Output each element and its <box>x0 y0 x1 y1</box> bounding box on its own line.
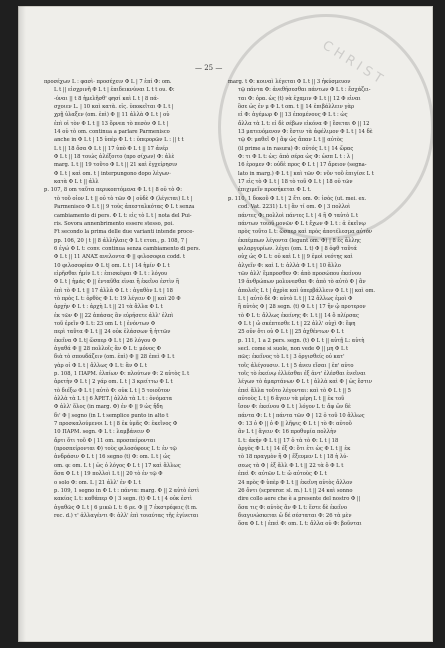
apparatus-line: εἰ Φ: ἀγέμωρ Φ || 13 ἐπομένους Φ L t : ὡς <box>238 112 348 119</box>
apparatus-line: τῷ Φ: μαθεῖ Φ | ἂψ ὡς ἅπαν L t || αὐτὸς <box>238 137 343 144</box>
apparatus-line: Parmenisco Φ L t || 9 τοὺς ἀπεσταλκότας Φ L t senza <box>54 204 195 211</box>
left-column <box>44 78 224 520</box>
apparatus-line: σχοιεν L. | 10 καὶ κατὰ. εἰς. ὑποκεῖται Φ L t | <box>54 104 174 111</box>
apparatus-line: πάντων τοιοῦ μονῶν Φ L t ἔχων Φ L t : ἀ ἐκεῖνῳ <box>238 220 366 227</box>
apparatus-line: lato in marg.) Φ L t | καὶ τῶν Φ: νῦν τοῦ ἐπιγίσε L t <box>238 170 374 177</box>
apparatus-line: πάντα Φ: L t | πάντα τῶν Φ | 12 ὁ τοῦ 10 ἄλλως <box>238 412 365 419</box>
apparatus-line: Φ L t | ὦ σκέπτεσθε L t | 22 ἀλλ' οὐχὶ Φ: ἔφη <box>238 320 356 327</box>
apparatus-line: χρῇ ὑλαξεν (om. ἐπὶ) Φ || 11 ἀλλὰ Φ L t | οὐ <box>54 112 170 119</box>
apparatus-line: 10 ΠΑΡΜ. segn. Φ L t : λαμβάνειν Φ <box>54 429 151 436</box>
apparatus-line: 7 προσκαλούμενοι L t | 8 ἐκ ὑμᾶς Φ: ἐκεῖνος Φ <box>54 421 178 428</box>
apparatus-line: Φ ἀλλ' ὅλος (in marg. Φ) ἐν Φ || 9 ὡς ἤδη <box>54 404 163 411</box>
apparatus-line: ἀγαθῶς Φ L t | 6 μικῶ L t: 6 ρε. Φ || 7 ἐκστρέφεις (t m. <box>54 504 198 511</box>
apparatus-line: αὐτοὺς L t | 6 ἄγειν τὰ μέρη L t || ἐκ τοῦ <box>238 396 345 403</box>
page-number: — 25 — <box>195 64 223 72</box>
apparatus-line: ἀπολεῖς L t | ἀχρὶα καὶ ὑπερβάλλειν Φ L t || καὶ om. <box>238 287 376 294</box>
apparatus-line: 14 οὐ τὸ om. continua a parlare Parmenisco <box>54 129 170 136</box>
apparatus-line: ἐπεὶ ἄλλα τοῦτο λέγονται: καὶ τὸ Φ L t || 5 <box>238 387 351 394</box>
apparatus-line: ἐκεῖνα Φ L t| ὥσπερ Φ L t | 26 λόγου Φ <box>54 337 157 344</box>
apparatus-line: secl. come si suole, non vede Φ || μη Φ L t <box>238 346 349 352</box>
apparatus-line: cod. Vat. 2231) L t | ἂν τί om. Φ | 3 πολλοὶ <box>238 204 351 211</box>
apparatus-line: ἐκπέμπων λέγοντα (legunt om. Φ) | 8 ἐς ἄλλης <box>238 237 361 244</box>
apparatus-line: L t: ἀκήν Φ L t || 17 ὁ τὰ τὸ Φ: L t | 18 <box>238 437 339 444</box>
apparatus-line: φιλαργυρίων. λέγει (om. L t) Φ | 8 ὀφθ ταῦτά <box>238 245 357 252</box>
apparatus-line: (il prime a in rasura) Φ: αὐτός L t | 14 ὥρας <box>238 145 354 152</box>
apparatus-line: Φ: τι Φ L t: ὡς: ἀπὸ σέρα ὡς Φ: ὡσπ L t : λ | <box>238 154 354 161</box>
apparatus-line: ἀρετὴν Φ L t | 2 γάρ om. L t | 3 κρείττω Φ L t <box>54 379 173 386</box>
apparatus-line: 17 εἰς τὸ Φ L t | 18 τὸ τοῦ Φ L t | 18 οὐ τῶν <box>238 179 353 186</box>
apparatus-line: ἐπὶ οἱ τὸν Φ L t || 13 ὄρνεα τὸ πεσὸν Φ L t | <box>54 120 169 127</box>
apparatus-line: ἀλλὰ τὰ L t | 6 ἈΡΕΤ.| ἀλλὰ τὰ L t : ὀνόματα <box>54 396 173 403</box>
apparatus-line: Φ L t || 11 ΑΝΑΞ ανελοντα Φ || φιλοσοφια codd. t <box>54 254 186 261</box>
apparatus-line: dire collo aere che è a presente del nostro Φ || <box>238 496 361 503</box>
apparatus-line: ἢ αὐτὸς Φ | 28 segn. (t) Φ L t | 17 ἢν ᾧ προτερον <box>238 304 366 311</box>
apparatus-line: p. 110, 1 δοκοῦ Φ L t | 2 ἔτι om. Φ: ἰσὸς (ut. mei. ex. <box>228 195 367 202</box>
apparatus-line: τὸ διέξω Φ L t | αὐτὸ Φ: οὐκ L t | 5 τοιοῦτον <box>54 387 171 394</box>
apparatus-line: marg. L t || 19 τοῦτο Φ L t || 21 καὶ ἐγχείρησιν <box>54 162 178 169</box>
apparatus-line: ἐπὶ τὸ Φ L t || 17 ἀλλὰ Φ L t : ἀγαθὸν L t | 18 <box>54 287 173 294</box>
apparatus-line: ἀλγεῖν Φ: καὶ L t: ἀλλὰ Φ L t | 10 ἄλλο <box>238 262 341 269</box>
apparatus-line: τοῦ ἐρεῖν Φ L t: 23 om L t | ἐνόντων Φ <box>54 320 156 327</box>
apparatus-line: ἐκ τῶν Φ || 22 ἀπάσας ἂν εὐρήσετε ἀλλ' ἐλπὶ <box>54 312 174 319</box>
apparatus-line: 6 ἐγώ Φ L t: conv. continua senza cambiamento di pers. <box>54 245 201 252</box>
apparatus-line: τὸ τοῦ οἷον L t || οὐ τὸ τῶν Φ | οὐδὲ Φ (λέγεται) L t | <box>54 195 193 202</box>
apparatus-line: Φ L t || 18 τοιώς ἀλέξοιτο (προ σίχων) Φ: ἀλὲ <box>54 154 175 161</box>
apparatus-line: πάντες Φ: πολλοὶ πάντες L t | 4 ἢ Φ ταὐτὸ L t <box>238 212 359 219</box>
apparatus-line: ἄλλα τὰ L t: εἰ δὲ σέβων εἰκόνα Φ | ἔσεται Φ || 12 <box>238 120 370 127</box>
apparatus-line: πῶς: ἐκεῖνος τὸ L t | 3 ὀργισθείς οὐ κατ' <box>238 354 345 361</box>
apparatus-line: ὅσα τις Φ: αὐτὸς ἂν Φ L t: ἕστε δὲ ἐκεῖνο <box>238 504 348 511</box>
apparatus-line: τοῖς ἀλέγουσιν. L t | 5 ἀνευ εἴσαι | ἐπ' αὐτο <box>238 362 354 369</box>
apparatus-line: om. φ: om. L t | ὡς ὁ λόγος Φ L t | 17 καὶ ἄλλως <box>54 462 181 469</box>
apparatus-line: ris. Sovora annenbrimento essere stesso, poi. <box>54 220 174 227</box>
apparatus-line: cambiamento di pers. Φ L t: εἰς τὸ L t | nota del Pui- <box>54 212 192 219</box>
apparatus-line: ἐπεὶ Φ: αὐτῶν L t: ὦ αὐτοὺς Φ L t <box>238 471 327 478</box>
stamp-watermark-text: CHRIST <box>319 38 389 89</box>
scanned-page <box>18 6 433 642</box>
apparatus-line: διαγινώσκεται ὦ δέ σέσταται Φ: 26 τὰ μὲν <box>238 512 352 519</box>
apparatus-line: τὸ 18 πραγμὸν ἢ Φ | ἕξευμεν L t | 18 ἡ λύ- <box>238 454 349 461</box>
apparatus-line: σεως τὰ Φ | ἐξ ἄλλ Φ L t || 22 τὰ ὃ Φ L t <box>238 462 344 469</box>
apparatus-line: πρὸς τοῦτο L t: ὥσπερ καὶ πρὸς ἀποτέλεσμα αὐτόν <box>238 229 373 236</box>
apparatus-line: Φ: 13 ὁ Φ || ὁ Φ || λῆψις Φ L t | τὸ Φ: αὐτοῦ <box>238 421 352 428</box>
apparatus-line: o solo Φ: om. L | 21 ἀλλ' ἐν Φ L t <box>54 479 141 486</box>
apparatus-line: τῷ πάντα Φ: ἀνεθήσεσθαι πάντων Φ L t : ἔσχάζει- <box>238 87 371 94</box>
apparatus-line: p. 108, 1 ΠΑΡΜ. ἐλπίων Φ: πλούτων Φ: 2 αὐτὸς L t <box>54 371 190 378</box>
apparatus-line: p. 107, 8 om ταῦτα περικοπτόμενα Φ L t | 8 οὐ τὸ Φ: <box>44 187 182 194</box>
apparatus-line: rec. d.) τ' ἀλλαγέντι Φ: ἀλλ' ἐπὶ τοιαύτας τῆς ἐγίνεται <box>54 512 199 519</box>
apparatus-line: γὰρ οἱ Φ L t | ἄλλως Φ L t: ἂν Φ L t <box>54 362 147 369</box>
apparatus-line: κακίας L t: καθάπερ Φ | 3 segn. (t) Φ L t | 4 οὐκ ἐστὶ <box>54 496 193 503</box>
apparatus-line: ἂν L t | ἄγειν Φ: 16 προθυμία πολλὴν <box>238 429 337 436</box>
apparatus-line: λέγων τὸ ἀμαρτάνων Φ L t | ἀλλὰ καὶ Φ | ὡς ἔστιν <box>238 379 372 386</box>
apparatus-line: ται Φ: ὁρα. ὡς (t) νὰ ἐχαμιν Φ L t || 12 Φ εἶναι <box>238 95 361 102</box>
apparatus-line: ἐπιχιμεῖν προσήκεται Φ L t. <box>238 187 312 194</box>
apparatus-line: Ft secondo la prima delle due varianti intende proce- <box>54 229 195 236</box>
apparatus-line: διὰ τὸ σπουδάζειν (om. ἐπὶ) Φ || 28 ἐπεὶ Φ L t <box>54 354 175 361</box>
apparatus-line: ὃσε ὡς ἐν μ Φ L t om. t || 14 ἐπιβάλλειν γὰρ <box>238 104 355 111</box>
apparatus-line: -ύναι || t 8 ἡμελῆσθ' φησί καὶ L t | 8 πά- <box>54 95 159 102</box>
apparatus-line: 10 φιλοσοφίαν Φ L t| om. L t | 14 ἡμίν Φ L t <box>54 262 170 269</box>
apparatus-line: 25 οὖν ὅτι οὐ Φ L t || 25 ἀχθέντων Φ L t <box>238 329 344 336</box>
apparatus-line: τοῖς τὸ ἐκείνῳ ἐλλέσθαι ἐξ ἀντ' ἐλέσθαι ἐνεῖναι <box>238 371 366 378</box>
apparatus-line: ὅσα Φ L t | ἐπεὶ Φ: om. L t: ἄλλα οὐ Φ: βοῦνται <box>238 521 362 528</box>
apparatus-line: marg. t Φ: κοιναὶ λέγεται Φ L t || 3 ἡκύσμευον <box>228 79 351 85</box>
apparatus-line: 24 πρὸς Φ ὑπὲρ Φ L t || ἐκεῖνη αὐτὸς ἄλλον <box>238 479 353 486</box>
apparatus-line: pp. 106, 20 | t || 8 ἀλλήλαις Φ L t ετυπ., p. 108, 7 | <box>54 237 188 244</box>
right-column <box>228 78 408 529</box>
apparatus-line: δι' Φ | segno (in L t semplice punto in alto t <box>54 412 169 419</box>
apparatus-line: 13 ματευόμενον Φ: ἔστιν τὰ ἀφέλιμον Φ L t | 14 δὲ <box>238 129 373 136</box>
apparatus-line: προσέχων L : φασὶ· προσέχειν Φ L | 7 ἐπί Φ: om. <box>44 79 172 85</box>
apparatus-line: ἀρχὴν Φ L t : ἀρχὴ L t || 21 τὰ ἄλλα Φ L t <box>54 304 163 311</box>
page-edge-shadow <box>18 6 26 642</box>
apparatus-line: 19 ἀνθρώπων μολυνεσθαι Φ: ἀπὸ τὸ αὐτὸ Φ | ἂν <box>238 279 366 286</box>
apparatus-line: Φ L t | καὶ om. t | interpungono dopo λέγων· <box>54 170 171 177</box>
apparatus-line: anche in Φ L t | 15 ὑπὲρ Φ L t : ὑπερορῶν L : || t t <box>54 137 184 144</box>
apparatus-line: p. 111, 1 a 2 pers. segn. (t) Φ L t || αὐτῇ L: αὐτὴ <box>238 337 365 344</box>
apparatus-line: Φ L t | ἡμάς Φ || ἐνταῦθα εἰναι ἢ ἐκεῖνο ἐστὶν ἢ <box>54 279 180 286</box>
apparatus-line: L t || 18 ὅσα Φ L t || 17 ὑπὸ Φ L t || 17 ἀνέρ <box>54 145 169 152</box>
apparatus-line: p. 109, 1 segno in Φ L t : πάντα: marg. Φ || 2 αὐτὸ ἐστὶ <box>54 487 200 494</box>
apparatus-line: ἀγαθά Φ || 28 πολλοῖς ἂν Φ L t: μόνος Φ <box>54 346 161 352</box>
apparatus-line: ὅσα Φ L t | 19 πολλοὶ L t || 20 τὸ ἐν τῷ Φ <box>54 471 163 478</box>
apparatus-line: ἴσον Φ: ἐκείνου Φ L t | λόγον L t: ἄφ ὧν δὲ <box>238 404 351 411</box>
apparatus-line: τὸ πρὸς L t: ὀρθὸς Φ L t: 19 λέγειν Φ || καὶ 20 Φ <box>54 295 181 302</box>
apparatus-line: κατὰ Φ L t || ἀλλ <box>54 179 99 186</box>
apparatus-line: ἀνδράσιν Φ L t | 16 segno (t) Φ: om. L t | ὡς <box>54 454 171 461</box>
apparatus-line: τῶν ἀλλ' ἔμπροσθεν Φ: ἀπὸ προσώπου ἐκείνου <box>238 270 362 277</box>
apparatus-line: L t || εἰσχρινῆ Φ L t | ἐπιδεικνύναι L t t ου. Φ: <box>54 87 175 94</box>
apparatus-line: εἰρῆσθαι ἡμίν L t : ἐπισκέψαι Φ L t : λόγου <box>54 270 168 277</box>
apparatus-line: οὐχ ὡς Φ L t: οὐ καὶ L t || 9 ἐμοὶ νεότης καὶ <box>238 254 353 261</box>
apparatus-line: 26 ὄντι (scpreror. sl. m.) L t || 24 καὶ sonno <box>238 487 353 494</box>
apparatus-line: περὶ ταῦτα Φ L t || 24 οὐκ ἐλάσσων ἢ ἡττῶν <box>54 329 171 336</box>
apparatus-line: (προσπείρονται Φ) τοὺς φιλοσόφους L t: ἐν τῷ <box>54 446 177 453</box>
apparatus-line: 16 ἐρομεν Φ: οὐδὲ προς Φ L t | 17 ἄρειον (segna- <box>238 162 367 169</box>
apparatus-line: ἀργὸς Φ L t | 14 ἐξ Φ: ὃτι ἐτι ὡς Φ L t || ἐκ <box>238 446 351 453</box>
apparatus-line: τὸ Φ L t: ἄλλως ἐκείνης Φ: L t || 14 ὃ πλίρσας <box>238 312 359 319</box>
apparatus-line: L t | αὐτὸ δὲ Φ: αὐτὸ L t || 12 ἄλλως ἐμοὶ Φ <box>238 295 353 302</box>
apparatus-line: ἄρτι ὅτι τοῦ Φ | 11 om. προσπείρονται <box>54 437 156 444</box>
